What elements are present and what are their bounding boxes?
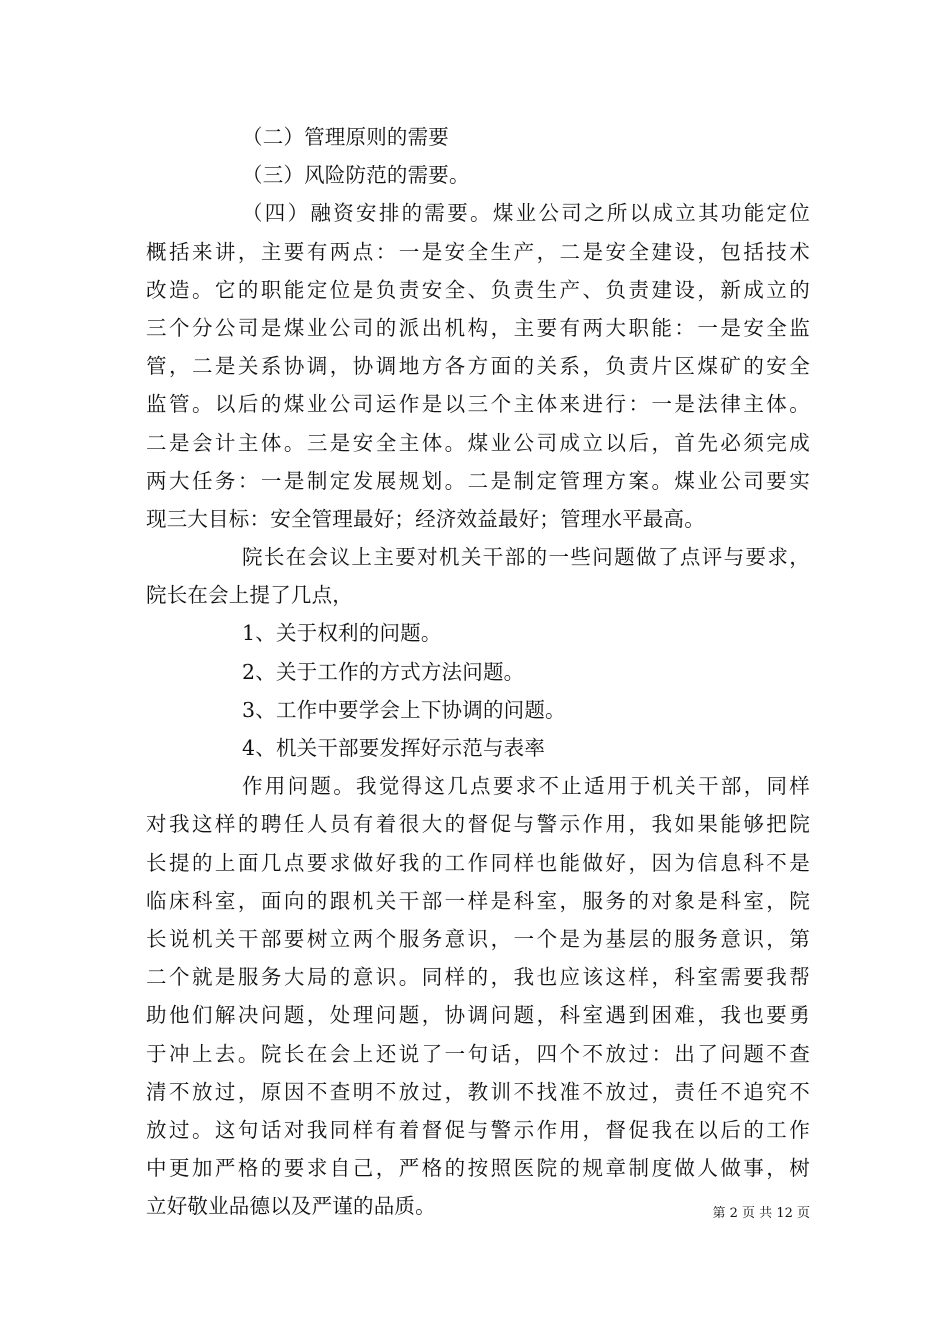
text-line: 作用问题。我觉得这几点要求不止适用于机关干部，同样 bbox=[242, 774, 810, 799]
text-line: 长提的上面几点要求做好我的工作同样也能做好，因为信息科不是 bbox=[146, 850, 810, 875]
text-line: 长说机关干部要树立两个服务意识，一个是为基层的服务意识，第 bbox=[146, 926, 810, 951]
list-item: 3、工作中要学会上下协调的问题。 bbox=[242, 697, 566, 722]
text-line: 现三大目标：安全管理最好；经济效益最好；管理水平最高。 bbox=[146, 506, 705, 531]
text-line: 改造。它的职能定位是负责安全、负责生产、负责建设，新成立的 bbox=[146, 277, 810, 302]
text-line: 二是会计主体。三是安全主体。煤业公司成立以后，首先必须完成 bbox=[146, 430, 810, 455]
text-line: 监管。以后的煤业公司运作是以三个主体来进行：一是法律主体。 bbox=[146, 392, 810, 417]
body-text bbox=[146, 118, 810, 1225]
text-line: 院长在会上提了几点， bbox=[146, 583, 353, 608]
text-line: 放过。这句话对我同样有着督促与警示作用，督促我在以后的工作 bbox=[146, 1117, 810, 1142]
list-item: 2、关于工作的方式方法问题。 bbox=[242, 659, 525, 684]
text-line: 助他们解决问题，处理问题，协调问题，科室遇到困难，我也要勇 bbox=[146, 1003, 810, 1028]
text-line: 对我这样的聘任人员有着很大的督促与警示作用，我如果能够把院 bbox=[146, 812, 810, 837]
text-line: 立好敬业品德以及严谨的品质。 bbox=[146, 1194, 436, 1219]
list-item: 1、关于权利的问题。 bbox=[242, 621, 442, 646]
text-line: （三）风险防范的需要。 bbox=[242, 163, 470, 188]
text-line: （二）管理原则的需要 bbox=[242, 125, 449, 149]
text-line: 两大任务：一是制定发展规划。二是制定管理方案。煤业公司要实 bbox=[146, 468, 810, 493]
text-line: 三个分公司是煤业公司的派出机构，主要有两大职能：一是安全监 bbox=[146, 315, 810, 340]
text-line: 二个就是服务大局的意识。同样的，我也应该这样，科室需要我帮 bbox=[146, 965, 810, 990]
text-line: 临床科室，面向的跟机关干部一样是科室，服务的对象是科室，院 bbox=[146, 888, 810, 913]
text-line: 于冲上去。院长在会上还说了一句话，四个不放过：出了问题不查 bbox=[146, 1041, 810, 1066]
text-line: 中更加严格的要求自己，严格的按照医院的规章制度做人做事，树 bbox=[146, 1156, 810, 1181]
text-line: 概括来讲，主要有两点：一是安全生产，二是安全建设，包括技术 bbox=[146, 239, 810, 264]
list-item: 4、机关干部要发挥好示范与表率 bbox=[242, 736, 546, 760]
text-line: （四）融资安排的需要。煤业公司之所以成立其功能定位 bbox=[242, 201, 810, 226]
text-line: 院长在会议上主要对机关干部的一些问题做了点评与要求， bbox=[242, 545, 810, 570]
page-number-footer: 第 2 页 共 12 页 bbox=[712, 1206, 810, 1221]
text-line: 管，二是关系协调，协调地方各方面的关系，负责片区煤矿的安全 bbox=[146, 354, 810, 379]
text-line: 清不放过，原因不查明不放过，教训不找准不放过，责任不追究不 bbox=[146, 1079, 810, 1104]
